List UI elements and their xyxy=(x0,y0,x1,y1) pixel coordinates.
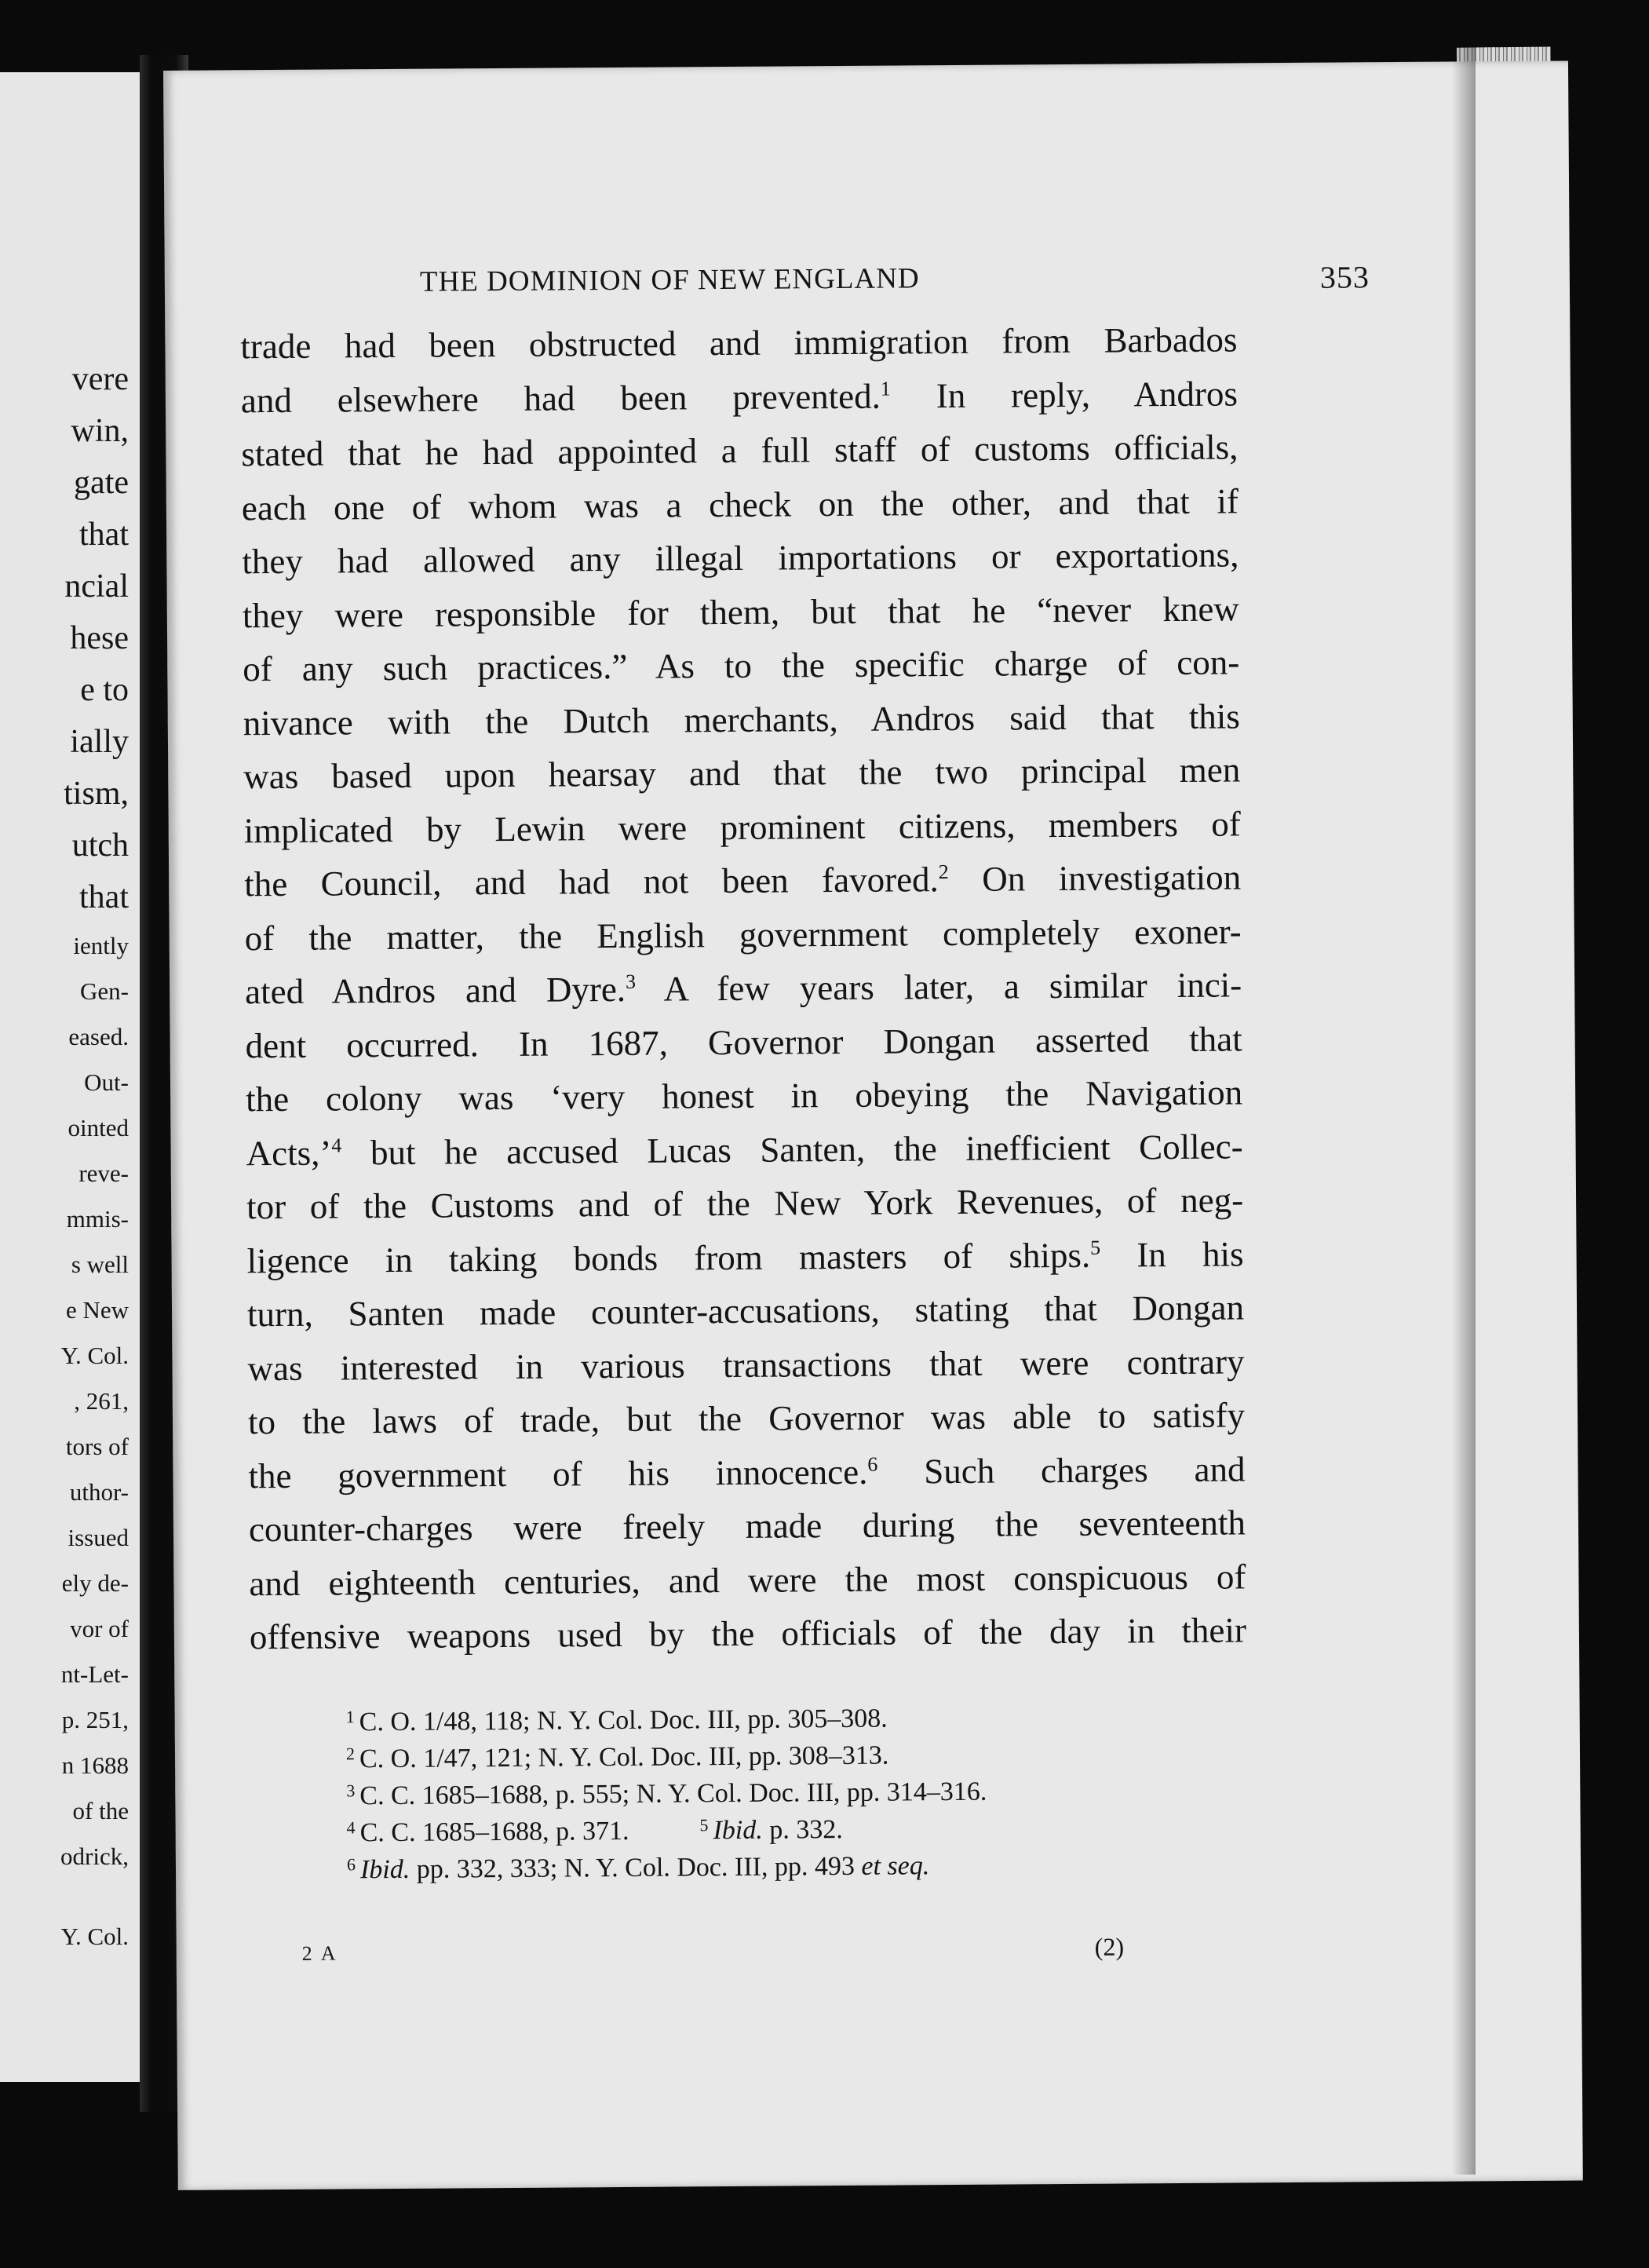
body-line-text: dent occurred. In 1687, Governor Dongan asserted that xyxy=(245,1018,1242,1065)
left-page-line: odrick, xyxy=(60,1843,129,1870)
body-line-text: In reply, Andros xyxy=(890,373,1239,416)
body-line-text: A few years later, a similar inci- xyxy=(635,965,1242,1009)
left-page-line: win, xyxy=(71,413,129,449)
body-line xyxy=(243,635,1239,696)
body-line-text: the colony was ‘very honest in obeying the Navigation xyxy=(245,1072,1243,1119)
signature-mark: 2 A xyxy=(301,1941,338,1965)
body-line-text: was interested in various transactions that were contrary xyxy=(247,1341,1245,1388)
body-line xyxy=(242,528,1239,588)
left-page-line: ely de- xyxy=(61,1569,129,1597)
footnote-reference: 1 xyxy=(880,377,891,400)
footnote-reference: 6 xyxy=(867,1452,878,1476)
footnote-text: C. C. 1685–1688, p. 371. xyxy=(359,1816,629,1848)
footnote xyxy=(345,1693,1209,1736)
body-text xyxy=(240,312,1246,1664)
footnote xyxy=(346,1766,1209,1810)
left-page-line: that xyxy=(79,879,129,915)
body-line-text: the Council, and had not been favored. xyxy=(244,860,939,904)
body-line-text: they had allowed any illegal importations or exportations, xyxy=(242,535,1239,582)
left-page-line: utch xyxy=(71,827,129,864)
left-page-line: vor of xyxy=(70,1615,129,1642)
body-line-text: each one of whom was a check on the other, and that if xyxy=(241,480,1239,528)
body-line xyxy=(247,1335,1244,1395)
left-page-line: tism, xyxy=(64,776,129,812)
footnote-text: pp. 332, 333; N. Y. Col. Doc. III, pp. 493 xyxy=(410,1851,862,1884)
footnote-reference: 5 xyxy=(1089,1236,1101,1259)
body-line-text: the government of his innocence. xyxy=(248,1452,868,1496)
body-line-text: tor of the Customs and of the New York Revenues, of neg- xyxy=(246,1180,1244,1227)
footnote-text: C. O. 1/47, 121; N. Y. Col. Doc. III, pp. 308–313. xyxy=(359,1740,889,1774)
footnote-italic: et seq. xyxy=(861,1851,930,1881)
footnote-marker: 3 xyxy=(346,1780,356,1801)
body-line-text: they were responsible for them, but that he “never knew xyxy=(242,588,1239,635)
body-line xyxy=(243,689,1240,750)
footnote-text: C. O. 1/48, 118; N. Y. Col. Doc. III, pp. 305–308. xyxy=(359,1704,888,1737)
body-line-text: but he accused Lucas Santen, the inefficient Collec- xyxy=(341,1126,1243,1172)
left-page-line: n 1688 xyxy=(61,1751,129,1779)
body-line-text: ated Andros and Dyre. xyxy=(245,969,626,1012)
body-line-text: of any such practices.” As to the specific charge of con- xyxy=(243,642,1240,689)
body-line-text: In his xyxy=(1100,1233,1244,1275)
left-page-line: ially xyxy=(70,724,129,760)
body-line xyxy=(246,1227,1243,1287)
left-page-line: Gen- xyxy=(80,977,129,1005)
footnotes xyxy=(345,1693,1210,1883)
body-line xyxy=(245,958,1242,1018)
body-line xyxy=(244,850,1241,911)
body-line xyxy=(246,1173,1243,1233)
book-page xyxy=(163,61,1583,2190)
left-page-line: that xyxy=(79,517,129,553)
body-line xyxy=(248,1442,1245,1503)
left-page-line: Out- xyxy=(84,1068,129,1096)
footnote-reference: 2 xyxy=(938,860,949,884)
left-page-line: gate xyxy=(74,465,129,501)
left-page-line: Y. Col. xyxy=(60,1342,129,1369)
body-line-text: to the laws of trade, but the Governor was able to satisfy xyxy=(247,1395,1246,1442)
body-line-text: On investigation xyxy=(948,857,1242,900)
body-line xyxy=(247,1280,1244,1341)
left-page-text xyxy=(60,353,129,1959)
left-page-gap xyxy=(60,1879,129,1914)
body-line xyxy=(246,1119,1242,1180)
body-line-text: ligence in taking bonds from masters of ships. xyxy=(246,1235,1091,1280)
footnote-text: C. C. 1685–1688, p. 555; N. Y. Col. Doc. III, pp. 314–316. xyxy=(359,1777,987,1811)
footnote-marker: 2 xyxy=(345,1744,356,1764)
body-line xyxy=(244,904,1241,965)
body-line-text: trade had been obstructed and immigration from Barbados xyxy=(240,320,1238,367)
body-line-text: Acts,’ xyxy=(246,1133,332,1173)
body-line-text: turn, Santen made counter-accusations, stating that Dongan xyxy=(246,1287,1245,1335)
body-line xyxy=(243,582,1239,642)
sequence-mark: (2) xyxy=(1094,1932,1125,1961)
footnote-text: p. 332. xyxy=(762,1815,843,1845)
body-line-text: counter-charges were freely made during the seventeenth xyxy=(248,1503,1246,1550)
body-line-text: of the matter, the English government completely exoner- xyxy=(244,911,1242,958)
left-page-line: nt-Let- xyxy=(60,1660,129,1688)
left-page-line: mmis- xyxy=(66,1205,129,1233)
left-page-line: vere xyxy=(71,361,129,397)
footnote-italic: Ibid. xyxy=(713,1815,763,1846)
body-line-text: and elsewhere had been prevented. xyxy=(240,376,881,420)
body-line-text: and eighteenth centuries, and were the most conspicuous of xyxy=(249,1556,1246,1603)
left-page-line: eased. xyxy=(68,1023,129,1050)
body-line xyxy=(242,474,1239,535)
body-line xyxy=(250,1603,1246,1664)
body-line xyxy=(248,1388,1245,1448)
page-number: 353 xyxy=(1319,259,1370,295)
footnote-inline xyxy=(699,1815,843,1845)
body-line xyxy=(244,797,1241,857)
left-page-line: , 261, xyxy=(74,1387,129,1415)
left-page-line: hese xyxy=(70,620,129,656)
body-line-text: was based upon hearsay and that the two principal men xyxy=(243,750,1241,797)
left-page-line: e to xyxy=(80,672,129,708)
footnote-italic: Ibid. xyxy=(359,1854,410,1885)
footnote xyxy=(346,1803,1209,1846)
body-line-text: offensive weapons used by the officials of the day in their xyxy=(249,1610,1247,1657)
page-edge-shadow xyxy=(1452,47,1476,2175)
body-line xyxy=(243,743,1240,803)
footnote-reference: 3 xyxy=(625,970,637,993)
left-page-line: uthor- xyxy=(69,1478,129,1506)
footnote-reference: 4 xyxy=(331,1133,342,1157)
running-title: THE DOMINION OF NEW ENGLAND xyxy=(419,262,920,298)
body-line-text: implicated by Lewin were prominent citizens, members of xyxy=(243,803,1241,850)
footnote-marker: 1 xyxy=(345,1707,355,1727)
left-page-line: s well xyxy=(71,1251,129,1278)
left-page-line: Y. Col. xyxy=(60,1923,129,1950)
footnote xyxy=(346,1729,1209,1773)
body-line-text: nivance with the Dutch merchants, Andros said that this xyxy=(243,696,1240,743)
left-page-line: reve- xyxy=(78,1160,129,1187)
footnote xyxy=(347,1840,1210,1883)
left-page-line: p. 251, xyxy=(61,1706,129,1733)
body-line xyxy=(241,420,1238,480)
body-line xyxy=(240,312,1237,373)
left-page-line: ncial xyxy=(64,568,129,604)
left-page-line: iently xyxy=(73,932,129,959)
footnote-marker: 6 xyxy=(346,1854,356,1875)
left-page-line: tors of xyxy=(65,1433,129,1460)
footnote-marker: 4 xyxy=(346,1817,356,1838)
left-page-line: ointed xyxy=(67,1114,129,1141)
body-line xyxy=(241,367,1238,427)
body-line xyxy=(249,1496,1246,1556)
left-page-fragment xyxy=(0,72,140,2082)
running-head xyxy=(419,258,1370,298)
body-line xyxy=(245,1012,1242,1072)
footnote-marker: 5 xyxy=(699,1815,709,1835)
body-line xyxy=(249,1550,1246,1610)
body-line-text: Such charges and xyxy=(877,1448,1246,1492)
body-line xyxy=(246,1065,1242,1126)
body-line-text: stated that he had appointed a full staff of customs officials, xyxy=(241,427,1239,474)
left-page-line: of the xyxy=(72,1797,129,1824)
left-page-line: e New xyxy=(65,1296,129,1324)
left-page-line: issued xyxy=(67,1524,129,1551)
